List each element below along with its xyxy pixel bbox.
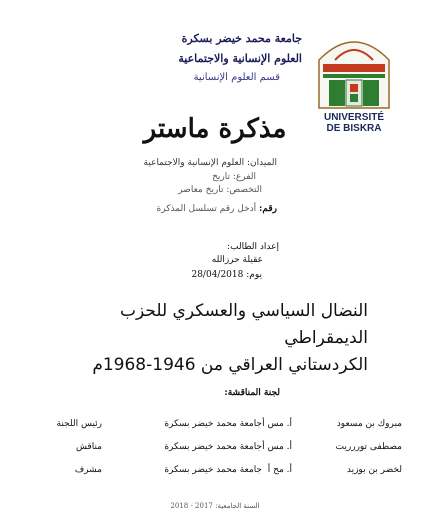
thesis-title-line2: الكردستاني العراقي من 1946-1968م [92, 355, 368, 375]
jury-member-rank: أ. مح أ [267, 465, 292, 475]
jury-member-name: مصطفى توررريت [335, 442, 402, 452]
faculty-name: العلوم الإنسانية والاجتماعية [178, 52, 302, 65]
logo-text-line1: UNIVERSITÉ [323, 112, 384, 123]
jury-row [26, 465, 402, 481]
jury-member-role: رئيس اللجنة [56, 419, 102, 429]
jury-member-name: لخضر بن بوزيد [346, 465, 402, 475]
date-label: يوم: [246, 270, 262, 280]
student-name: عقيلة حرزالله [211, 255, 263, 265]
defense-date [191, 270, 262, 280]
jury-member-institution: جامعة محمد خيضر بسكرة [164, 465, 262, 475]
serial-label: رقم: [259, 204, 277, 214]
prepared-by-label: إعداد الطالب: [227, 242, 279, 252]
jury-title: لجنة المناقشة: [224, 388, 280, 398]
field-serial [157, 204, 277, 214]
jury-member-institution: جامعة محمد خيضر بسكرة [164, 419, 262, 429]
logo-text-line2: DE BISKRA [326, 123, 382, 134]
jury-member-rank: أ. مس أ [262, 419, 292, 429]
field-specialty: التخصص: تاريخ معاصر [178, 185, 262, 195]
jury-member-role: مناقش [75, 442, 102, 452]
serial-hint: أدخل رقم تسلسل المذكرة [156, 204, 257, 214]
jury-member-role: مشرف [74, 465, 102, 475]
field-branch: الفرع: تاريخ [212, 172, 256, 182]
academic-year: السنة الجامعية: 2017 - 2018 [170, 502, 260, 510]
jury-member-name: مبروك بن مسعود [336, 419, 402, 429]
thesis-title [48, 298, 368, 379]
jury-row [26, 419, 402, 435]
department-name: قسم العلوم الإنسانية [193, 72, 280, 83]
university-logo [315, 30, 393, 112]
jury-member-institution: جامعة محمد خيضر بسكرة [164, 442, 262, 452]
university-name: جامعة محمد خيضر بسكرة [181, 32, 302, 45]
memo-title: مذكرة ماستر [143, 114, 287, 144]
date-value: 28/04/2018 [191, 270, 244, 280]
jury-member-rank: أ. مس أ [262, 442, 292, 452]
jury-row [26, 442, 402, 458]
thesis-title-line1: النضال السياسي والعسكري للحزب الديمقراطي [119, 301, 368, 348]
field-domain: الميدان: العلوم الإنسانية والاجتماعية [143, 158, 277, 168]
